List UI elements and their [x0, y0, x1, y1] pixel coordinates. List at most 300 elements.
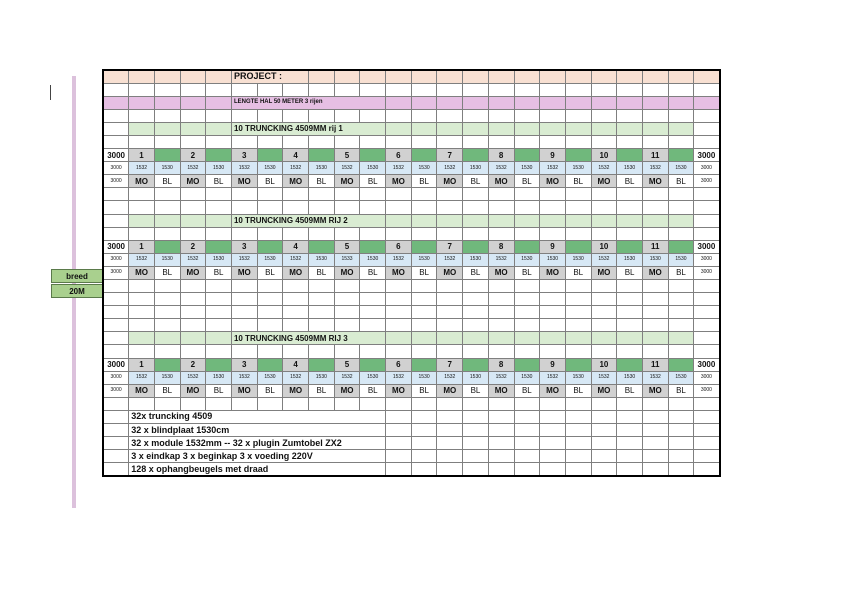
module-length-cell[interactable]: 1530 [206, 162, 232, 175]
truncking-number-cell[interactable]: 3 [231, 240, 257, 253]
sheet-cell[interactable] [617, 397, 643, 410]
sheet-cell[interactable] [617, 345, 643, 358]
sheet-cell[interactable] [642, 410, 668, 423]
sheet-cell[interactable] [514, 463, 540, 476]
sheet-cell[interactable] [386, 437, 412, 450]
sheet-cell[interactable] [206, 293, 232, 306]
mo-bl-cell[interactable]: BL [360, 384, 386, 397]
truncking-number-cell[interactable]: 8 [488, 240, 514, 253]
sheet-cell[interactable] [463, 345, 489, 358]
sheet-cell[interactable] [514, 214, 540, 227]
sheet-cell[interactable] [463, 96, 489, 109]
end-small-cell[interactable]: 3000 [103, 162, 129, 175]
sheet-cell[interactable] [309, 188, 335, 201]
truncking-green-cell[interactable] [154, 240, 180, 253]
module-length-cell[interactable]: 1530 [463, 371, 489, 384]
sheet-cell[interactable] [129, 122, 155, 135]
sheet-cell[interactable] [591, 410, 617, 423]
sheet-cell[interactable] [386, 214, 412, 227]
module-length-cell[interactable]: 1530 [257, 371, 283, 384]
end-small-cell[interactable]: 3000 [694, 266, 720, 279]
sheet-cell[interactable] [437, 280, 463, 293]
sheet-cell[interactable] [540, 319, 566, 332]
mo-bl-cell[interactable]: BL [206, 384, 232, 397]
sheet-cell[interactable] [386, 280, 412, 293]
sheet-cell[interactable] [668, 345, 694, 358]
sheet-cell[interactable] [360, 201, 386, 214]
sheet-cell[interactable] [257, 109, 283, 122]
sheet-cell[interactable] [488, 70, 514, 83]
module-length-cell[interactable]: 1532 [540, 162, 566, 175]
truncking-number-cell[interactable]: 3 [231, 149, 257, 162]
sheet-cell[interactable] [668, 122, 694, 135]
sheet-cell[interactable] [488, 122, 514, 135]
sheet-cell[interactable] [642, 188, 668, 201]
sheet-cell[interactable] [334, 397, 360, 410]
sheet-cell[interactable] [180, 122, 206, 135]
sheet-cell[interactable] [463, 293, 489, 306]
sheet-cell[interactable] [694, 109, 720, 122]
sheet-cell[interactable] [642, 345, 668, 358]
sheet-cell[interactable] [437, 96, 463, 109]
sheet-cell[interactable] [591, 280, 617, 293]
sheet-cell[interactable] [617, 188, 643, 201]
mo-bl-cell[interactable]: BL [514, 175, 540, 188]
end-length-cell[interactable]: 3000 [103, 240, 129, 253]
sheet-cell[interactable] [540, 345, 566, 358]
sheet-cell[interactable] [180, 83, 206, 96]
truncking-green-cell[interactable] [257, 149, 283, 162]
sheet-cell[interactable] [103, 96, 129, 109]
module-length-cell[interactable]: 1532 [180, 371, 206, 384]
sheet-cell[interactable] [488, 201, 514, 214]
sheet-cell[interactable] [668, 450, 694, 463]
sheet-cell[interactable] [309, 109, 335, 122]
sheet-cell[interactable] [642, 437, 668, 450]
sheet-cell[interactable] [591, 83, 617, 96]
sheet-cell[interactable] [642, 135, 668, 148]
sheet-cell[interactable] [360, 83, 386, 96]
sheet-cell[interactable] [642, 201, 668, 214]
sheet-cell[interactable] [437, 293, 463, 306]
sheet-cell[interactable] [231, 319, 257, 332]
sheet-cell[interactable] [180, 332, 206, 345]
mo-bl-cell[interactable]: BL [257, 384, 283, 397]
sheet-cell[interactable] [565, 293, 591, 306]
sheet-cell[interactable] [206, 214, 232, 227]
sheet-cell[interactable] [437, 201, 463, 214]
sheet-cell[interactable] [129, 227, 155, 240]
sheet-cell[interactable] [411, 227, 437, 240]
sheet-cell[interactable] [617, 280, 643, 293]
truncking-row-title[interactable]: 10 TRUNCKING 4509MM RIJ 3 [231, 332, 385, 345]
sheet-cell[interactable] [360, 397, 386, 410]
mo-bl-cell[interactable]: MO [540, 384, 566, 397]
sheet-cell[interactable] [694, 410, 720, 423]
sheet-cell[interactable] [411, 188, 437, 201]
sheet-cell[interactable] [642, 450, 668, 463]
sheet-cell[interactable] [386, 332, 412, 345]
mo-bl-cell[interactable]: BL [617, 175, 643, 188]
sheet-cell[interactable] [180, 201, 206, 214]
sheet-cell[interactable] [540, 306, 566, 319]
sheet-cell[interactable] [617, 109, 643, 122]
truncking-number-cell[interactable]: 2 [180, 358, 206, 371]
sheet-cell[interactable] [565, 70, 591, 83]
end-small-cell[interactable]: 3000 [103, 384, 129, 397]
sheet-cell[interactable] [103, 227, 129, 240]
sheet-cell[interactable] [257, 280, 283, 293]
sheet-cell[interactable] [540, 437, 566, 450]
sheet-cell[interactable] [463, 135, 489, 148]
mo-bl-cell[interactable]: MO [334, 175, 360, 188]
sheet-cell[interactable] [540, 424, 566, 437]
truncking-green-cell[interactable] [565, 149, 591, 162]
sheet-cell[interactable] [411, 96, 437, 109]
sheet-cell[interactable] [694, 437, 720, 450]
mo-bl-cell[interactable]: MO [386, 384, 412, 397]
truncking-number-cell[interactable]: 8 [488, 149, 514, 162]
sheet-cell[interactable] [591, 70, 617, 83]
module-length-cell[interactable]: 1532 [231, 162, 257, 175]
sheet-cell[interactable] [206, 319, 232, 332]
sheet-cell[interactable] [540, 293, 566, 306]
module-length-cell[interactable]: 1532 [488, 253, 514, 266]
module-length-cell[interactable]: 1532 [231, 253, 257, 266]
sheet-cell[interactable] [694, 201, 720, 214]
module-length-cell[interactable]: 1532 [129, 371, 155, 384]
sheet-cell[interactable] [154, 70, 180, 83]
mo-bl-cell[interactable]: BL [565, 384, 591, 397]
sheet-cell[interactable] [565, 345, 591, 358]
truncking-green-cell[interactable] [206, 240, 232, 253]
truncking-green-cell[interactable] [565, 240, 591, 253]
truncking-row-title[interactable]: 10 TRUNCKING 4509MM rij 1 [231, 122, 385, 135]
module-length-cell[interactable]: 1532 [334, 371, 360, 384]
sheet-cell[interactable] [694, 83, 720, 96]
module-length-cell[interactable]: 1532 [283, 253, 309, 266]
sheet-cell[interactable] [103, 306, 129, 319]
sheet-cell[interactable] [617, 96, 643, 109]
sheet-cell[interactable] [283, 319, 309, 332]
sheet-cell[interactable] [540, 332, 566, 345]
sheet-cell[interactable] [437, 332, 463, 345]
mo-bl-cell[interactable]: BL [514, 266, 540, 279]
sheet-cell[interactable] [668, 96, 694, 109]
sheet-cell[interactable] [565, 227, 591, 240]
sheet-cell[interactable] [591, 214, 617, 227]
sheet-cell[interactable] [488, 306, 514, 319]
sheet-cell[interactable] [463, 201, 489, 214]
sheet-cell[interactable] [642, 96, 668, 109]
sheet-cell[interactable] [257, 83, 283, 96]
sheet-cell[interactable] [488, 397, 514, 410]
module-length-cell[interactable]: 1532 [642, 371, 668, 384]
sheet-cell[interactable] [617, 293, 643, 306]
sheet-cell[interactable] [488, 214, 514, 227]
sheet-cell[interactable] [129, 397, 155, 410]
module-length-cell[interactable]: 1532 [591, 253, 617, 266]
sheet-cell[interactable] [488, 437, 514, 450]
sheet-cell[interactable] [283, 109, 309, 122]
module-length-cell[interactable]: 1533 [334, 253, 360, 266]
end-small-cell[interactable]: 3000 [694, 175, 720, 188]
sheet-cell[interactable] [668, 424, 694, 437]
sheet-cell[interactable] [360, 319, 386, 332]
sheet-cell[interactable] [154, 135, 180, 148]
sheet-cell[interactable] [591, 332, 617, 345]
module-length-cell[interactable]: 1532 [283, 162, 309, 175]
end-length-cell[interactable]: 3000 [694, 358, 720, 371]
sheet-cell[interactable] [257, 135, 283, 148]
sheet-cell[interactable] [514, 410, 540, 423]
mo-bl-cell[interactable]: BL [154, 266, 180, 279]
sheet-cell[interactable] [206, 122, 232, 135]
sheet-cell[interactable] [565, 83, 591, 96]
module-length-cell[interactable]: 1530 [514, 371, 540, 384]
end-small-cell[interactable]: 3000 [103, 253, 129, 266]
sheet-cell[interactable] [103, 345, 129, 358]
sheet-cell[interactable] [309, 227, 335, 240]
sheet-cell[interactable] [694, 122, 720, 135]
sheet-cell[interactable] [360, 227, 386, 240]
sheet-cell[interactable] [103, 188, 129, 201]
sheet-cell[interactable] [565, 280, 591, 293]
module-length-cell[interactable]: 1532 [591, 162, 617, 175]
sheet-cell[interactable] [334, 109, 360, 122]
sheet-cell[interactable] [154, 109, 180, 122]
mo-bl-cell[interactable]: MO [129, 175, 155, 188]
sheet-cell[interactable] [668, 70, 694, 83]
sheet-cell[interactable] [463, 122, 489, 135]
sheet-cell[interactable] [334, 135, 360, 148]
truncking-green-cell[interactable] [154, 358, 180, 371]
sheet-cell[interactable] [463, 397, 489, 410]
sheet-cell[interactable] [488, 410, 514, 423]
sheet-cell[interactable] [411, 463, 437, 476]
sheet-cell[interactable] [463, 306, 489, 319]
truncking-number-cell[interactable]: 7 [437, 149, 463, 162]
sheet-cell[interactable] [591, 135, 617, 148]
sheet-cell[interactable] [694, 96, 720, 109]
truncking-number-cell[interactable]: 8 [488, 358, 514, 371]
mo-bl-cell[interactable]: BL [154, 384, 180, 397]
sheet-cell[interactable] [360, 293, 386, 306]
truncking-green-cell[interactable] [514, 358, 540, 371]
sheet-cell[interactable] [437, 306, 463, 319]
sheet-cell[interactable] [411, 319, 437, 332]
module-length-cell[interactable]: 1532 [437, 162, 463, 175]
module-length-cell[interactable]: 1532 [591, 371, 617, 384]
sheet-cell[interactable] [386, 293, 412, 306]
sheet-cell[interactable] [694, 345, 720, 358]
sheet-cell[interactable] [565, 319, 591, 332]
sheet-cell[interactable] [642, 293, 668, 306]
sheet-cell[interactable] [231, 201, 257, 214]
sheet-cell[interactable] [565, 450, 591, 463]
module-length-cell[interactable]: 1530 [565, 253, 591, 266]
sheet-cell[interactable] [309, 201, 335, 214]
sheet-cell[interactable] [591, 319, 617, 332]
sheet-cell[interactable] [103, 293, 129, 306]
sheet-cell[interactable] [411, 201, 437, 214]
truncking-green-cell[interactable] [411, 149, 437, 162]
sheet-cell[interactable] [283, 188, 309, 201]
mo-bl-cell[interactable]: BL [668, 266, 694, 279]
sheet-cell[interactable] [411, 437, 437, 450]
module-length-cell[interactable]: 1530 [309, 253, 335, 266]
sheet-cell[interactable] [565, 410, 591, 423]
sheet-cell[interactable] [437, 437, 463, 450]
module-length-cell[interactable]: 1530 [206, 253, 232, 266]
mo-bl-cell[interactable]: BL [463, 175, 489, 188]
truncking-green-cell[interactable] [309, 358, 335, 371]
truncking-number-cell[interactable]: 10 [591, 358, 617, 371]
sheet-cell[interactable] [411, 332, 437, 345]
mo-bl-cell[interactable]: BL [617, 266, 643, 279]
sheet-cell[interactable] [591, 293, 617, 306]
mo-bl-cell[interactable]: MO [540, 175, 566, 188]
sheet-cell[interactable] [386, 306, 412, 319]
sheet-cell[interactable] [540, 280, 566, 293]
module-length-cell[interactable]: 1530 [540, 253, 566, 266]
truncking-row-title[interactable]: 10 TRUNCKING 4509MM RIJ 2 [231, 214, 385, 227]
module-length-cell[interactable]: 1532 [129, 253, 155, 266]
sheet-cell[interactable] [231, 227, 257, 240]
sheet-cell[interactable] [283, 280, 309, 293]
sheet-cell[interactable] [540, 201, 566, 214]
mo-bl-cell[interactable]: MO [386, 266, 412, 279]
sheet-cell[interactable] [180, 96, 206, 109]
sheet-cell[interactable] [206, 397, 232, 410]
sheet-cell[interactable] [231, 109, 257, 122]
truncking-green-cell[interactable] [257, 240, 283, 253]
module-length-cell[interactable]: 1530 [617, 371, 643, 384]
sheet-cell[interactable] [334, 70, 360, 83]
length-title[interactable]: LENGTE HAL 50 METER 3 rijen [231, 96, 385, 109]
mo-bl-cell[interactable]: BL [411, 175, 437, 188]
truncking-number-cell[interactable]: 3 [231, 358, 257, 371]
sheet-cell[interactable] [180, 70, 206, 83]
sheet-cell[interactable] [180, 214, 206, 227]
sheet-cell[interactable] [103, 424, 129, 437]
sheet-cell[interactable] [642, 463, 668, 476]
sheet-cell[interactable] [360, 345, 386, 358]
sheet-cell[interactable] [386, 319, 412, 332]
sheet-cell[interactable] [642, 70, 668, 83]
sheet-cell[interactable] [591, 437, 617, 450]
sheet-cell[interactable] [103, 70, 129, 83]
truncking-number-cell[interactable]: 2 [180, 240, 206, 253]
sheet-cell[interactable] [437, 424, 463, 437]
sheet-cell[interactable] [437, 188, 463, 201]
end-small-cell[interactable]: 3000 [103, 371, 129, 384]
sheet-cell[interactable] [206, 280, 232, 293]
sheet-cell[interactable] [360, 70, 386, 83]
truncking-green-cell[interactable] [206, 358, 232, 371]
sheet-cell[interactable] [206, 83, 232, 96]
mo-bl-cell[interactable]: BL [617, 384, 643, 397]
sheet-cell[interactable] [103, 437, 129, 450]
sheet-cell[interactable] [565, 437, 591, 450]
sheet-cell[interactable] [283, 293, 309, 306]
sheet-cell[interactable] [617, 214, 643, 227]
end-small-cell[interactable]: 3000 [103, 266, 129, 279]
sheet-cell[interactable] [360, 188, 386, 201]
sheet-cell[interactable] [642, 109, 668, 122]
sheet-cell[interactable] [463, 280, 489, 293]
sheet-cell[interactable] [488, 280, 514, 293]
sheet-cell[interactable] [411, 83, 437, 96]
sheet-cell[interactable] [129, 109, 155, 122]
truncking-green-cell[interactable] [411, 240, 437, 253]
sheet-cell[interactable] [514, 96, 540, 109]
sheet-cell[interactable] [565, 201, 591, 214]
sheet-cell[interactable] [694, 397, 720, 410]
sheet-cell[interactable] [154, 345, 180, 358]
sheet-cell[interactable] [488, 450, 514, 463]
sheet-cell[interactable] [668, 293, 694, 306]
truncking-green-cell[interactable] [309, 149, 335, 162]
sheet-cell[interactable] [231, 345, 257, 358]
sheet-cell[interactable] [617, 463, 643, 476]
truncking-green-cell[interactable] [565, 358, 591, 371]
sheet-cell[interactable] [154, 214, 180, 227]
sheet-cell[interactable] [642, 306, 668, 319]
sheet-cell[interactable] [129, 280, 155, 293]
sheet-cell[interactable] [180, 397, 206, 410]
sheet-cell[interactable] [514, 437, 540, 450]
sheet-cell[interactable] [694, 450, 720, 463]
truncking-green-cell[interactable] [360, 149, 386, 162]
sheet-cell[interactable] [565, 306, 591, 319]
sheet-cell[interactable] [642, 332, 668, 345]
module-length-cell[interactable]: 1530 [257, 162, 283, 175]
truncking-green-cell[interactable] [668, 240, 694, 253]
sheet-cell[interactable] [591, 96, 617, 109]
mo-bl-cell[interactable]: MO [437, 384, 463, 397]
truncking-number-cell[interactable]: 1 [129, 358, 155, 371]
truncking-green-cell[interactable] [309, 240, 335, 253]
sheet-cell[interactable] [386, 135, 412, 148]
sheet-cell[interactable] [231, 397, 257, 410]
sheet-cell[interactable] [154, 201, 180, 214]
sheet-cell[interactable] [129, 345, 155, 358]
sheet-cell[interactable] [103, 83, 129, 96]
sheet-cell[interactable] [514, 188, 540, 201]
sheet-cell[interactable] [565, 188, 591, 201]
sheet-cell[interactable] [386, 463, 412, 476]
material-list-item[interactable]: 3 x eindkap 3 x beginkap 3 x voeding 220V [129, 450, 386, 463]
sheet-cell[interactable] [514, 306, 540, 319]
sheet-cell[interactable] [334, 293, 360, 306]
mo-bl-cell[interactable]: MO [283, 175, 309, 188]
sheet-cell[interactable] [540, 214, 566, 227]
mo-bl-cell[interactable]: MO [231, 384, 257, 397]
sheet-cell[interactable] [514, 70, 540, 83]
sheet-cell[interactable] [642, 83, 668, 96]
sheet-cell[interactable] [411, 450, 437, 463]
sheet-cell[interactable] [386, 70, 412, 83]
sheet-cell[interactable] [437, 109, 463, 122]
mo-bl-cell[interactable]: MO [129, 266, 155, 279]
sheet-cell[interactable] [180, 319, 206, 332]
sheet-cell[interactable] [463, 83, 489, 96]
sheet-cell[interactable] [617, 122, 643, 135]
sheet-cell[interactable] [668, 397, 694, 410]
sheet-cell[interactable] [694, 424, 720, 437]
module-length-cell[interactable]: 1530 [514, 162, 540, 175]
